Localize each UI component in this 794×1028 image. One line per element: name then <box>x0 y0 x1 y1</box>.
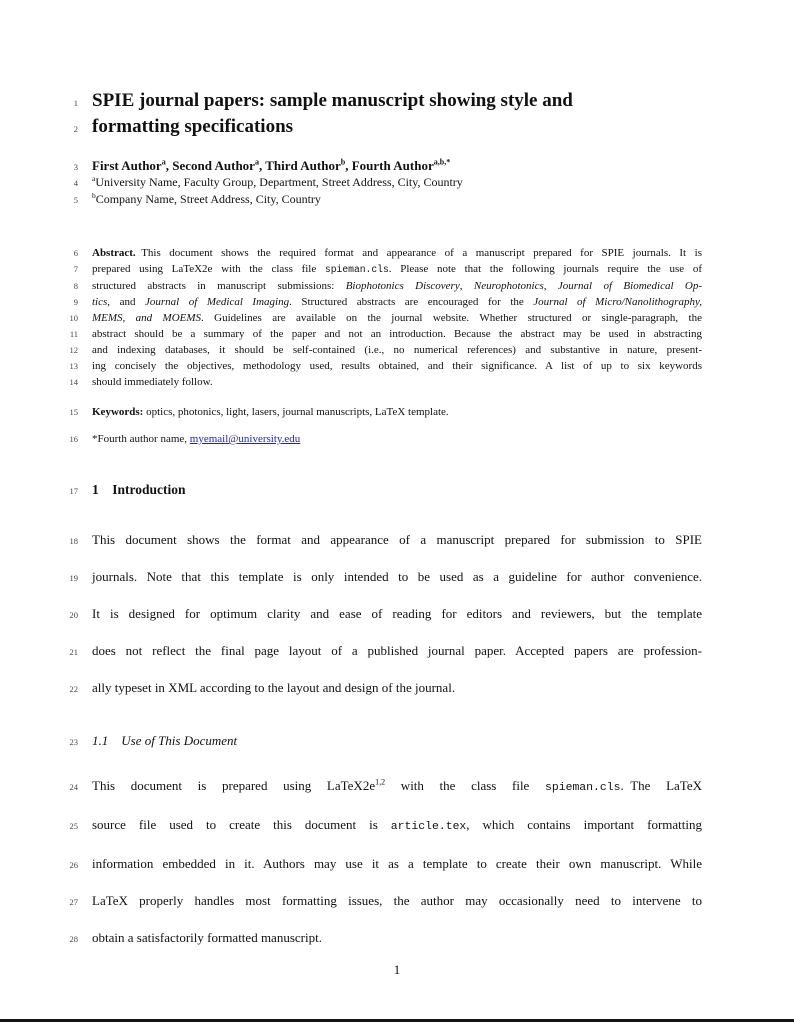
abstract-line <box>69 310 702 326</box>
abstract-line <box>69 358 702 374</box>
line-number: 16 <box>69 434 78 444</box>
paper-title <box>92 114 702 140</box>
line-number: 23 <box>69 737 78 747</box>
text-run: SPIE journal papers: sample manuscript showing style and <box>92 90 573 111</box>
title-line <box>73 88 702 114</box>
text-run: article.tex <box>390 820 467 833</box>
text-run: prepared using LaTeX2e with the class file <box>92 263 325 275</box>
text-run: a <box>161 157 166 167</box>
paper-title <box>92 88 702 114</box>
section-heading <box>69 481 702 499</box>
correspondence-block <box>69 431 702 447</box>
correspondence-line <box>69 431 702 447</box>
body-text <box>92 767 702 806</box>
line-number: 28 <box>69 934 78 944</box>
text-run: . Please note that the following journals require the use of <box>388 263 702 275</box>
line-number: 13 <box>69 361 78 371</box>
authors-block <box>73 157 702 208</box>
abstract-block <box>69 245 703 390</box>
title-line <box>73 114 702 140</box>
line-number: 14 <box>69 377 78 387</box>
text-run: LaTeX properly handles most formatting issues, the author may occasionally need to intervene to <box>92 893 702 908</box>
body-text <box>92 595 702 632</box>
body-line <box>69 558 702 595</box>
line-number: 26 <box>69 860 78 870</box>
body-line <box>69 806 702 845</box>
subsection-heading-text <box>92 732 702 750</box>
body-text <box>92 882 702 919</box>
line-number: 8 <box>73 281 78 291</box>
text-run: and indexing databases, it should be self-contained (i.e., no numerical references) and substantive in nature, present- <box>92 344 702 356</box>
text-run: First Author <box>92 158 162 173</box>
keywords-block <box>69 404 702 420</box>
line-number: 12 <box>69 345 78 355</box>
body-text <box>92 521 702 558</box>
line-number: 4 <box>73 178 78 188</box>
text-run: Biophotonics Discovery <box>345 280 460 292</box>
text-run: , Second Author <box>165 158 255 173</box>
line-number: 17 <box>69 486 78 496</box>
text-run: structured abstracts in manuscript submissions: <box>92 280 346 292</box>
line-number: 1 <box>73 98 78 108</box>
line-number: 11 <box>69 329 78 339</box>
abstract-text <box>92 358 702 374</box>
body-text <box>92 558 702 595</box>
text-run: 1 Introduction <box>92 482 186 497</box>
body-paragraph <box>69 767 702 956</box>
body-line <box>69 919 702 956</box>
abstract-text <box>92 374 702 390</box>
text-run: *Fourth author name, <box>92 433 190 445</box>
section-heading-text <box>92 481 702 499</box>
abstract-line <box>73 261 702 278</box>
body-text <box>92 632 702 669</box>
text-run: obtain a satisfactorily formatted manuscript. <box>92 930 322 945</box>
text-run: It is designed for optimum clarity and ease of reading for editors and reviewers, but the template <box>92 606 702 621</box>
abstract-line <box>73 294 702 310</box>
abstract-text <box>92 326 702 342</box>
line-number: 27 <box>69 897 78 907</box>
keywords-text <box>92 404 702 420</box>
affiliation-line <box>73 174 702 191</box>
body-text <box>92 669 702 706</box>
body-line <box>69 669 702 706</box>
body-paragraph <box>69 521 702 706</box>
page-number: 1 <box>393 962 401 977</box>
abstract-line <box>69 342 702 358</box>
text-run: source file used to create this document is <box>92 817 391 832</box>
email-link[interactable]: myemail@university.edu <box>189 433 301 445</box>
text-run: Journal of Biomedical Op- <box>557 280 703 292</box>
affiliation-line <box>73 191 702 208</box>
affiliation-text <box>92 174 702 191</box>
author-names <box>92 157 702 174</box>
text-run: . Guidelines are available on the journal website. Whether structured or single-paragraph, the <box>201 312 702 324</box>
text-run: University Name, Faculty Group, Department, Street Address, City, Country <box>95 175 463 189</box>
body-text <box>92 919 702 956</box>
text-run: spieman.cls <box>324 264 389 275</box>
abstract-line <box>73 245 702 261</box>
line-number: 7 <box>73 264 78 274</box>
text-run: , <box>459 280 474 292</box>
subsection-heading-block <box>69 732 702 750</box>
text-run: . The LaTeX <box>620 778 702 793</box>
text-run: formatting specifications <box>92 116 294 137</box>
text-run: journals. Note that this template is only intended to be used as a guideline for author convenience. <box>92 569 702 584</box>
affiliation-text <box>92 191 702 208</box>
text-run: MEMS, and MOEMS <box>92 312 202 324</box>
text-run: This document shows the required format and appearance of a manuscript prepared for SPIE journals. It is <box>135 247 702 259</box>
text-run: with the class file <box>385 778 545 793</box>
line-number: 15 <box>69 407 78 417</box>
line-number: 5 <box>73 195 78 205</box>
line-number: 24 <box>69 782 78 792</box>
line-number: 9 <box>73 297 78 307</box>
line-number: 25 <box>69 821 78 831</box>
body-line <box>69 882 702 919</box>
abstract-text <box>92 278 702 294</box>
text-run: , and <box>107 296 145 308</box>
line-number: 18 <box>69 536 78 546</box>
text-run: spieman.cls <box>544 781 621 794</box>
text-run: , which contains important formatting <box>466 817 702 832</box>
text-run: abstract should be a summary of the paper and not an introduction. Because the abstract may be used in abstracting <box>92 328 702 340</box>
text-run: a,b,* <box>433 157 451 167</box>
text-run: , <box>543 280 558 292</box>
line-number: 10 <box>69 313 78 323</box>
text-run: b <box>92 191 96 200</box>
keywords-line <box>69 404 702 420</box>
page-bottom-edge <box>0 1019 794 1022</box>
text-run: b <box>340 157 346 167</box>
line-number: 19 <box>69 573 78 583</box>
text-run: Abstract. <box>92 247 136 259</box>
text-run: Neurophotonics <box>473 280 544 292</box>
text-run: a <box>92 174 96 183</box>
text-run: 1.1 Use of This Document <box>92 733 238 748</box>
subsection-heading <box>69 732 702 750</box>
text-run: ing concisely the objectives, methodology used, results obtained, and their significance. A list of up to six keywords <box>92 360 702 372</box>
text-run: , Fourth Author <box>345 158 434 173</box>
line-number: 20 <box>69 610 78 620</box>
text-run: 1,2 <box>375 777 386 787</box>
line-number: 3 <box>73 162 78 172</box>
body-line <box>69 521 702 558</box>
abstract-text <box>92 294 702 310</box>
abstract-line <box>69 374 702 390</box>
author-line <box>73 157 702 174</box>
body-line <box>69 845 702 882</box>
text-run: Journal of Micro/Nanolithography, <box>533 296 702 308</box>
line-number: 2 <box>73 124 78 134</box>
text-run: This document is prepared using LaTeX2e <box>92 778 376 793</box>
abstract-text <box>92 342 702 358</box>
body-text <box>92 845 702 882</box>
text-run: does not reflect the final page layout of a published journal paper. Accepted papers are profession- <box>92 643 702 658</box>
text-run: , Third Author <box>258 158 341 173</box>
body-line <box>69 632 702 669</box>
text-run: should immediately follow. <box>92 376 213 388</box>
abstract-text <box>92 245 702 261</box>
text-run: information embedded in it. Authors may use it as a template to create their own manuscript. While <box>92 856 702 871</box>
abstract-line <box>69 326 702 342</box>
text-run: . Structured abstracts are encouraged for the <box>289 296 534 308</box>
line-number: 22 <box>69 684 78 694</box>
text-run: This document shows the format and appearance of a manuscript prepared for submission to SPIE <box>92 532 702 547</box>
text-run: a <box>254 157 259 167</box>
section-heading-block <box>69 481 702 499</box>
body-line <box>69 595 702 632</box>
body-text <box>92 806 702 845</box>
body-line <box>69 767 702 806</box>
text-run: Journal of Medical Imaging <box>145 296 290 308</box>
correspondence-text <box>92 431 702 447</box>
line-number: 21 <box>69 647 78 657</box>
abstract-line <box>73 278 703 294</box>
text-run: ally typeset in XML according to the layout and design of the journal. <box>92 680 456 695</box>
text-run: Keywords: <box>92 406 144 418</box>
abstract-text <box>92 261 702 278</box>
text-run: optics, photonics, light, lasers, journal manuscripts, LaTeX template. <box>143 406 449 418</box>
line-number: 6 <box>73 248 78 258</box>
abstract-text <box>92 310 702 326</box>
text-run: tics <box>92 296 108 308</box>
title-block <box>73 88 702 140</box>
text-run: Company Name, Street Address, City, Country <box>95 192 321 206</box>
